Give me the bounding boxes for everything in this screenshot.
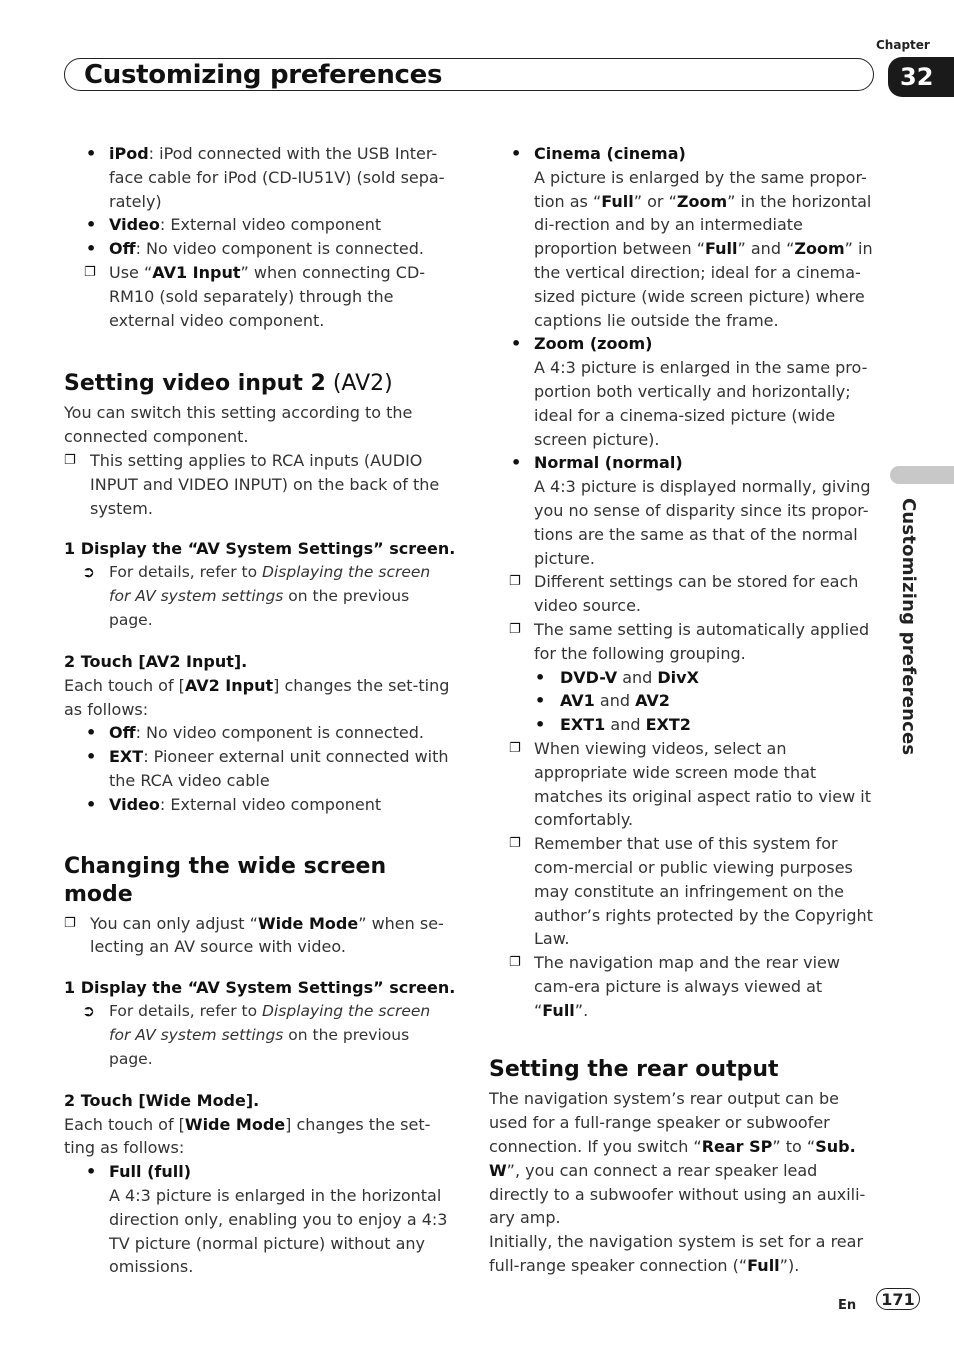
step-heading: 1 Display the “AV System Settings” screen. <box>64 978 456 998</box>
reference-note: ➲ For details, refer to Displaying the screen for AV system settings on the previous page. <box>64 1000 456 1071</box>
note: ❐ Remember that use of this system for com-mercial or public viewing purposes may constitute an infringement on the author’s rights protected by the Copyright Law. <box>489 832 881 951</box>
group-item: • DVD-V and DivX <box>489 666 881 690</box>
list-item: • EXT: Pioneer external unit connected with the RCA video cable <box>64 745 456 793</box>
list-item-description: A 4:3 picture is enlarged in the same pro-portion both vertically and horizontally; ideal for a cinema-sized picture (wide screen picture). <box>534 358 868 449</box>
list-item: • Zoom (zoom) <box>489 332 881 356</box>
list-item: • Video: External video component <box>64 793 456 817</box>
paragraph: You can switch this setting according to the connected component. <box>64 403 413 447</box>
section-heading-av2: Setting video input 2 (AV2) <box>64 371 393 397</box>
step-heading: 1 Display the “AV System Settings” screen. <box>64 539 456 559</box>
paragraph: Initially, the navigation system is set for a rear full-range speaker connection (“Full”). <box>489 1232 864 1276</box>
list-item: • Normal (normal) <box>489 451 881 475</box>
language-label: En <box>838 1298 857 1313</box>
page-number: 171 <box>876 1288 920 1310</box>
note: ❐ The navigation map and the rear view cam-era picture is always viewed at “Full”. <box>489 951 881 1022</box>
list-item-description: A 4:3 picture is enlarged in the horizontal direction only, enabling you to enjoy a 4:3 TV picture (normal picture) without any omissions. <box>109 1185 448 1277</box>
step-heading: 2 Touch [Wide Mode]. <box>64 1090 260 1110</box>
list-item: • iPod: iPod connected with the USB Inter-face cable for iPod (CD-IU51V) (sold sepa-rately) <box>64 142 456 213</box>
paragraph: Each touch of [AV2 Input] changes the set-ting as follows: <box>64 675 450 719</box>
paragraph: The navigation system’s rear output can be used for a full-range speaker or subwoofer connection. If you switch “Rear SP” to “Sub. W”, you can connect a rear speaker lead directly to a subwoofer without using an auxili-ary amp. <box>489 1089 866 1228</box>
chapter-number-badge: 32 <box>888 57 954 97</box>
note: ❐ You can only adjust “Wide Mode” when se-lecting an AV source with video. <box>64 912 456 960</box>
step-heading: 2 Touch [AV2 Input]. <box>64 651 248 671</box>
section-heading-rear: Setting the rear output <box>489 1057 779 1083</box>
note: ❐ Use “AV1 Input” when connecting CD-RM10 (sold separately) through the external video component. <box>64 261 456 332</box>
paragraph: Each touch of [Wide Mode] changes the set-ting as follows: <box>64 1114 431 1158</box>
list-item: • Full (full) <box>64 1160 456 1184</box>
note: ❐ This setting applies to RCA inputs (AUDIO INPUT and VIDEO INPUT) on the back of the system. <box>64 449 456 520</box>
left-column <box>64 142 456 1279</box>
reference-note: ➲ For details, refer to Displaying the screen for AV system settings on the previous page. <box>64 561 456 632</box>
list-item: • Off: No video component is connected. <box>64 237 456 261</box>
side-section-label: Customizing preferences <box>898 498 919 756</box>
list-item: • Off: No video component is connected. <box>64 721 456 745</box>
note: ❐ Different settings can be stored for each video source. <box>489 570 881 618</box>
note: ❐ The same setting is automatically applied for the following grouping. <box>489 618 881 666</box>
chapter-label: Chapter <box>876 38 930 52</box>
side-tab-marker <box>890 466 954 484</box>
note: ❐ When viewing videos, select an appropriate wide screen mode that matches its original aspect ratio to view it comfortably. <box>489 737 881 832</box>
group-item: • AV1 and AV2 <box>489 689 881 713</box>
group-item: • EXT1 and EXT2 <box>489 713 881 737</box>
section-heading-wide: Changing the wide screen mode <box>64 853 387 907</box>
list-item-description: A picture is enlarged by the same propor-tion as “Full” or “Zoom” in the horizontal di-rection and by an intermediate proportion between “Full” and “Zoom” in the vertical direction; ideal for a cinema-sized picture (wide screen picture) where captions lie outside the frame. <box>534 167 873 330</box>
list-item: • Cinema (cinema) <box>489 142 881 166</box>
list-item: • Video: External video component <box>64 213 456 237</box>
page-title: Customizing preferences <box>84 60 443 90</box>
right-column <box>489 142 881 1278</box>
list-item-description: A 4:3 picture is displayed normally, giving you no sense of disparity since its propor-tions are the same as that of the normal picture. <box>534 477 871 568</box>
